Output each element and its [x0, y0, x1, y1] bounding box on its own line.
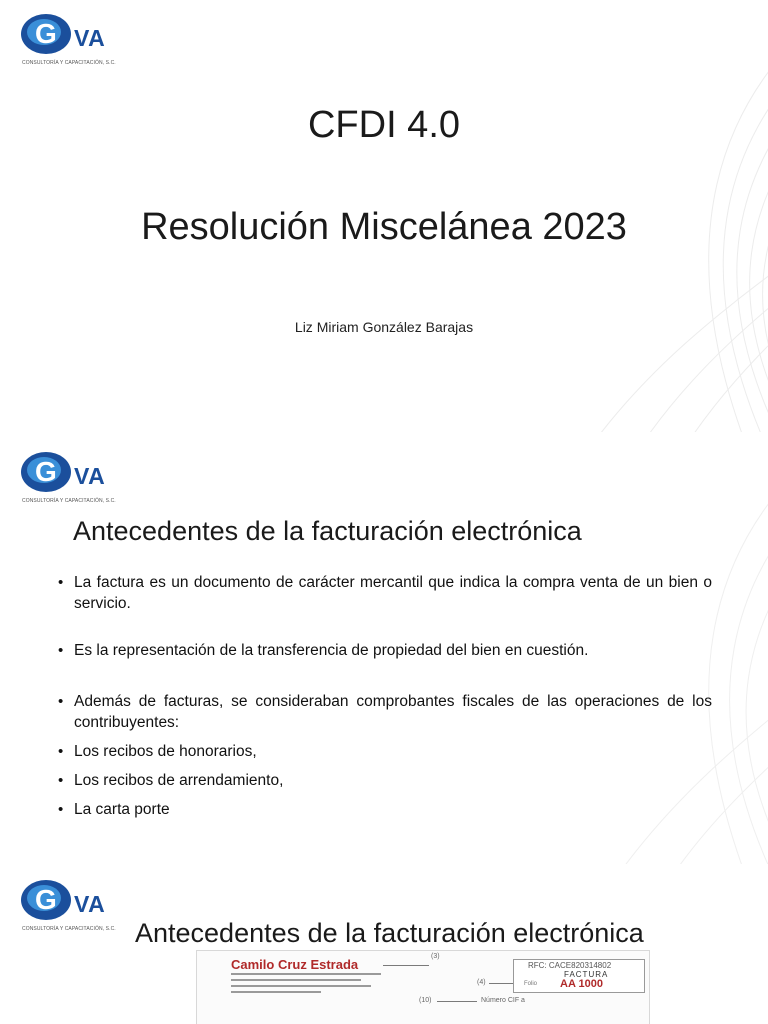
- gva-logo: [20, 12, 140, 74]
- bullet-icon: •: [58, 772, 64, 789]
- bullet-text: Es la representación de la transferencia de propiedad del bien en cuestión.: [74, 642, 589, 659]
- logo-letters: VA: [74, 891, 106, 917]
- slide-heading: Antecedentes de la facturación electrónica: [73, 516, 582, 546]
- list-item: [58, 741, 712, 762]
- slide-invoice-example: [0, 864, 768, 1024]
- bullet-text: La carta porte: [74, 801, 170, 818]
- invoice-sample-image: [196, 950, 650, 1024]
- author-name: Liz Miriam González Barajas: [294, 319, 474, 335]
- logo-initial: G: [35, 456, 57, 487]
- logo-letters: VA: [74, 463, 106, 489]
- logo-tagline: CONSULTORÍA Y CAPACITACIÓN, S.C.: [22, 498, 116, 504]
- list-item: [58, 640, 712, 661]
- invoice-tag: (10): [419, 997, 432, 1004]
- list-item: [58, 691, 712, 733]
- bullet-text: Además de facturas, se consideraban comprobantes fiscales de las operaciones de los contribuyentes:: [74, 693, 712, 731]
- list-item: [58, 799, 712, 820]
- slide-heading: Antecedentes de la facturación electrónica: [135, 918, 644, 948]
- invoice-tag: (4): [477, 979, 486, 986]
- invoice-issuer-name: Camilo Cruz Estrada: [231, 957, 359, 972]
- invoice-folio-number: 1000: [578, 978, 604, 990]
- presentation-title: CFDI 4.0: [307, 104, 461, 146]
- bullet-text: Los recibos de honorarios,: [74, 743, 257, 760]
- slide-title: [0, 0, 768, 432]
- list-item: [58, 572, 712, 614]
- arrow-line: [437, 1001, 477, 1002]
- invoice-folio-series: AA: [560, 978, 576, 990]
- invoice-folio-label: Folio: [524, 981, 538, 987]
- bullet-icon: •: [58, 642, 64, 659]
- bullet-icon: •: [58, 693, 64, 710]
- bullet-text: Los recibos de arrendamiento,: [74, 772, 284, 789]
- gva-logo-mark: [20, 878, 76, 922]
- logo-initial: G: [35, 18, 57, 49]
- invoice-folio-box: [513, 959, 645, 993]
- logo-letters: VA: [74, 25, 106, 51]
- logo-tagline: CONSULTORÍA Y CAPACITACIÓN, S.C.: [22, 926, 116, 932]
- slide-background-history: [0, 432, 768, 864]
- logo-initial: G: [35, 884, 57, 915]
- list-item: [58, 770, 712, 791]
- gva-logo-mark: [20, 450, 76, 494]
- invoice-tag: Número CIF a: [481, 997, 525, 1004]
- logo-tagline: CONSULTORÍA Y CAPACITACIÓN, S.C.: [22, 60, 116, 66]
- gva-logo: [20, 878, 140, 940]
- invoice-address-lines: [231, 973, 381, 997]
- arrow-line: [489, 983, 513, 984]
- invoice-doc-type: FACTURA: [564, 970, 609, 979]
- invoice-tag: (3): [431, 953, 440, 960]
- bullet-text: La factura es un documento de carácter mercantil que indica la compra venta de un bien o servicio.: [74, 574, 712, 612]
- invoice-rfc: RFC: CACE820314802: [528, 961, 612, 970]
- presentation-subtitle: Resolución Miscelánea 2023: [141, 206, 627, 248]
- bullet-list: [58, 572, 712, 820]
- bullet-icon: •: [58, 801, 64, 818]
- bullet-icon: •: [58, 743, 64, 760]
- gva-logo-mark: [20, 12, 76, 56]
- bullet-icon: •: [58, 574, 64, 591]
- arrow-line: [383, 965, 429, 966]
- gva-logo: [20, 450, 140, 512]
- invoice-folio-value: [560, 978, 603, 990]
